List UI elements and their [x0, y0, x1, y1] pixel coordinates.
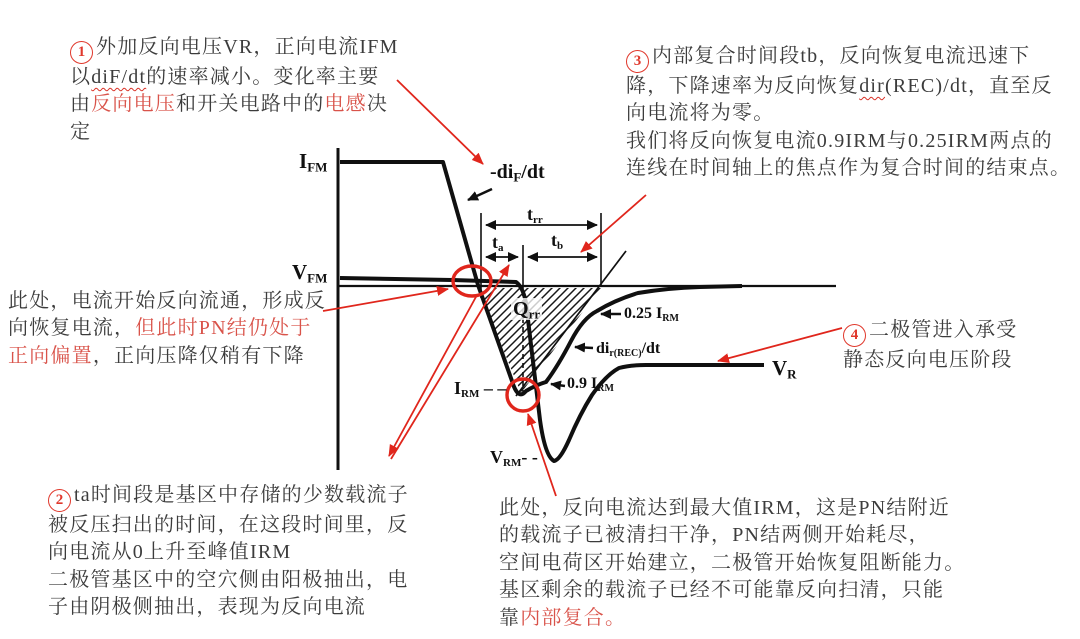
annotation-4-line2: 静态反向电压阶段 — [843, 349, 1013, 371]
annotation-3-line2: 降，下降速率为反向恢复dir(REC)/dt，直至反 — [626, 75, 1053, 97]
arrow-circle-to-note2 — [389, 295, 477, 456]
label-vrm: $V_{RM}-$ - — [490, 447, 538, 470]
label-ifm: $I_{FM}$ — [299, 149, 328, 175]
zero-crossing-note-line1: 此处，电流开始反向流通，形成反 — [8, 290, 326, 312]
annotation-1-line4: 定 — [70, 120, 92, 143]
label-tb: $t_b$ — [551, 230, 564, 253]
annotation-1 — [70, 34, 399, 146]
direc-callout-arrow — [575, 347, 593, 348]
label-trr: $t_{rr}$ — [527, 204, 543, 227]
label-vr: $V_R$ — [772, 356, 797, 382]
annotation-3 — [626, 43, 1071, 183]
label-ta: $t_a$ — [492, 232, 504, 255]
label-difdt: $-di_F/dt$ — [490, 161, 545, 185]
annotation-2-line1: 2 ta时间段是基区中存储的少数载流子 — [48, 482, 409, 512]
arrow-note2-to-ta — [391, 265, 509, 459]
annotation-2-line5: 子由阴极侧抽出，表现为反向电流 — [48, 596, 366, 619]
annotation-4-line1: 4 二极管进入承受 — [843, 317, 1017, 347]
annotation-3-line1: 3 内部复合时间段tb，反向恢复电流迅速下 — [626, 43, 1071, 73]
annotation-3-line5: 连线在时间轴上的焦点作为复合时间的结束点。 — [626, 157, 1072, 180]
arrow-note1-to-difdt — [397, 80, 483, 164]
difdt-callout-arrow — [468, 189, 492, 200]
label-025irm: 0.25 $I_{RM}$ — [624, 305, 679, 324]
arrow-leftnote-to-circle — [323, 289, 448, 311]
annotation-2-line3: 向电流从0上升至峰值IRM — [48, 541, 292, 564]
label-qrr: $Q_{rr}$ — [513, 298, 541, 322]
zero-crossing-note-line2: 向恢复电流，但此时PN结仍处于 — [8, 317, 312, 340]
label-irm: $I_{RM}$ – – — [454, 378, 507, 401]
zero-crossing-note-line3: 正向偏置，正向压降仅稍有下降 — [8, 344, 305, 367]
irm-peak-note-line5: 靠内部复合。 — [499, 606, 627, 629]
annotation-3-line4: 我们将反向恢复电流0.9IRM与0.25IRM两点的 — [626, 129, 1053, 152]
annotation-1-line3: 由反向电压和开关电路中的电感决 — [70, 93, 389, 116]
irm-peak-note-line1: 此处，反向电流达到最大值IRM，这是PN结附近 — [499, 497, 950, 519]
annotation-3-line3: 向电流将为零。 — [626, 102, 775, 125]
label-09irm: 0.9 $I_{RM}$ — [567, 375, 614, 394]
irm-peak-note-line2: 的载流子已被清扫干净，PN结两侧开始耗尽， — [499, 524, 930, 547]
annotation-2 — [48, 482, 409, 622]
circled-number-4: 4 — [843, 324, 866, 347]
irm-peak-note — [499, 495, 965, 632]
annotation-1-line1: 1 外加反向电压VR，正向电流IFM — [70, 34, 399, 64]
label-direc: $di_{r(REC)}/dt$ — [596, 340, 661, 359]
i09-callout-arrow — [551, 384, 565, 386]
circled-number-2: 2 — [48, 489, 71, 512]
irm-peak-note-line3: 空间电荷区开始建立，二极管开始恢复阻断能力。 — [499, 551, 966, 574]
annotation-1-line2: 以diF/dt的速率减小。变化率主要 — [70, 66, 380, 88]
label-vfm: $V_{FM}$ — [292, 260, 328, 286]
annotation-2-line4: 二极管基区中的空穴侧由阳极抽出，电 — [48, 568, 409, 591]
circled-number-3: 3 — [626, 50, 649, 73]
irm-peak-note-line4: 基区剩余的载流子已经不可能靠反向扫清，只能 — [499, 579, 945, 602]
annotation-2-line2: 被反压扫出的时间，在这段时间里，反 — [48, 514, 409, 536]
arrow-note3-to-tb — [581, 195, 646, 252]
annotation-4 — [843, 317, 1017, 374]
circled-number-1: 1 — [70, 41, 93, 64]
zero-crossing-note — [8, 288, 326, 370]
